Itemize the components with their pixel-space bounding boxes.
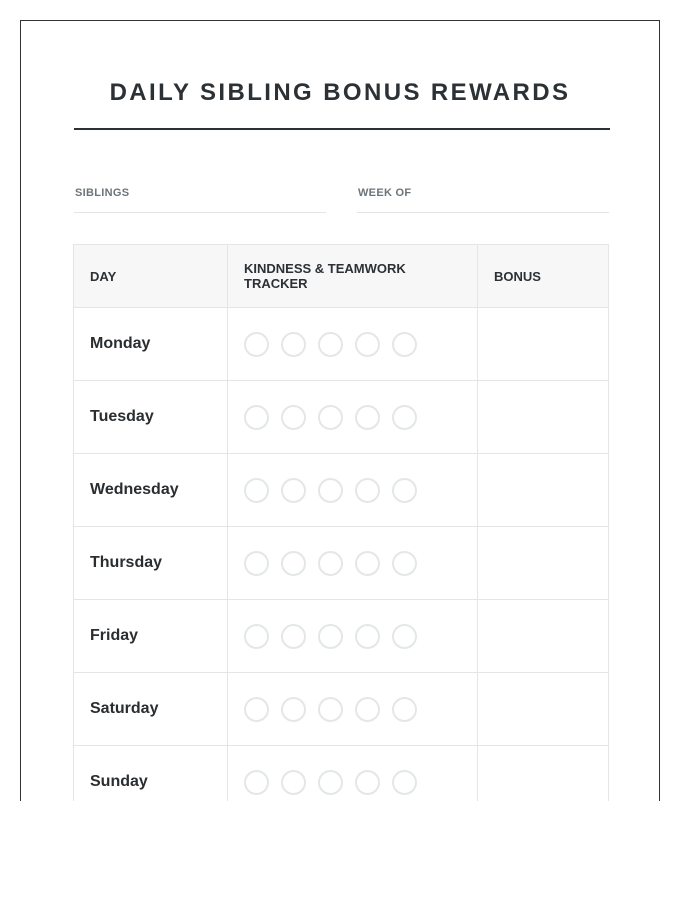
tracker-circle-icon[interactable] [244,551,269,576]
tracker-circle-icon[interactable] [281,478,306,503]
table-header-row [74,245,609,308]
bonus-cell[interactable] [478,454,609,527]
tracker-circle-icon[interactable] [318,624,343,649]
tracker-circles [244,624,461,649]
day-label: Sunday [90,773,148,790]
tracker-circles [244,551,461,576]
tracker-circle-icon[interactable] [318,770,343,795]
tracker-circle-icon[interactable] [318,697,343,722]
tracker-circle-icon[interactable] [392,551,417,576]
week-of-field[interactable] [357,187,609,213]
bonus-cell[interactable] [478,527,609,600]
header-tracker: KINDNESS & TEAMWORK TRACKER [228,245,478,308]
tracker-circle-icon[interactable] [281,770,306,795]
tracker-circle-icon[interactable] [392,405,417,430]
tracker-circle-icon[interactable] [392,332,417,357]
bonus-cell[interactable] [478,746,609,802]
day-label: Monday [90,335,151,352]
tracker-circle-icon[interactable] [355,551,380,576]
tracker-circle-icon[interactable] [355,405,380,430]
tracker-circle-icon[interactable] [281,697,306,722]
title-divider [74,128,610,130]
tracker-circle-icon[interactable] [318,478,343,503]
week-of-label: WEEK OF [358,187,412,199]
tracker-circle-icon[interactable] [281,332,306,357]
tracker-circle-icon[interactable] [318,551,343,576]
table-row [74,454,609,527]
tracker-circle-icon[interactable] [244,478,269,503]
siblings-label: SIBLINGS [75,187,130,199]
tracker-circle-icon[interactable] [392,624,417,649]
table-row [74,673,609,746]
tracker-circle-icon[interactable] [281,624,306,649]
tracker-circles [244,770,461,795]
rewards-table [73,244,609,801]
table-row [74,600,609,673]
table-row [74,527,609,600]
worksheet-page [20,20,660,801]
tracker-circle-icon[interactable] [355,697,380,722]
tracker-circle-icon[interactable] [392,697,417,722]
tracker-circle-icon[interactable] [244,624,269,649]
day-label: Tuesday [90,408,154,425]
header-day: DAY [74,245,228,308]
tracker-circle-icon[interactable] [244,332,269,357]
tracker-circle-icon[interactable] [281,405,306,430]
bonus-cell[interactable] [478,600,609,673]
tracker-circle-icon[interactable] [392,770,417,795]
tracker-circle-icon[interactable] [244,770,269,795]
tracker-circle-icon[interactable] [355,624,380,649]
page-title: DAILY SIBLING BONUS REWARDS [109,79,571,106]
tracker-circle-icon[interactable] [244,697,269,722]
tracker-circle-icon[interactable] [244,405,269,430]
tracker-circle-icon[interactable] [281,551,306,576]
table-row [74,746,609,802]
tracker-circle-icon[interactable] [355,770,380,795]
tracker-circle-icon[interactable] [355,478,380,503]
table-row [74,381,609,454]
tracker-circles [244,405,461,430]
tracker-circle-icon[interactable] [355,332,380,357]
bonus-cell[interactable] [478,308,609,381]
tracker-circle-icon[interactable] [318,405,343,430]
day-label: Saturday [90,700,159,717]
tracker-circle-icon[interactable] [392,478,417,503]
tracker-circle-icon[interactable] [318,332,343,357]
table-row [74,308,609,381]
bonus-cell[interactable] [478,381,609,454]
header-bonus: BONUS [478,245,609,308]
tracker-circles [244,332,461,357]
day-label: Friday [90,627,139,644]
bonus-cell[interactable] [478,673,609,746]
day-label: Thursday [90,554,163,571]
tracker-circles [244,478,461,503]
tracker-circles [244,697,461,722]
siblings-field[interactable] [74,187,326,213]
day-label: Wednesday [90,481,179,498]
